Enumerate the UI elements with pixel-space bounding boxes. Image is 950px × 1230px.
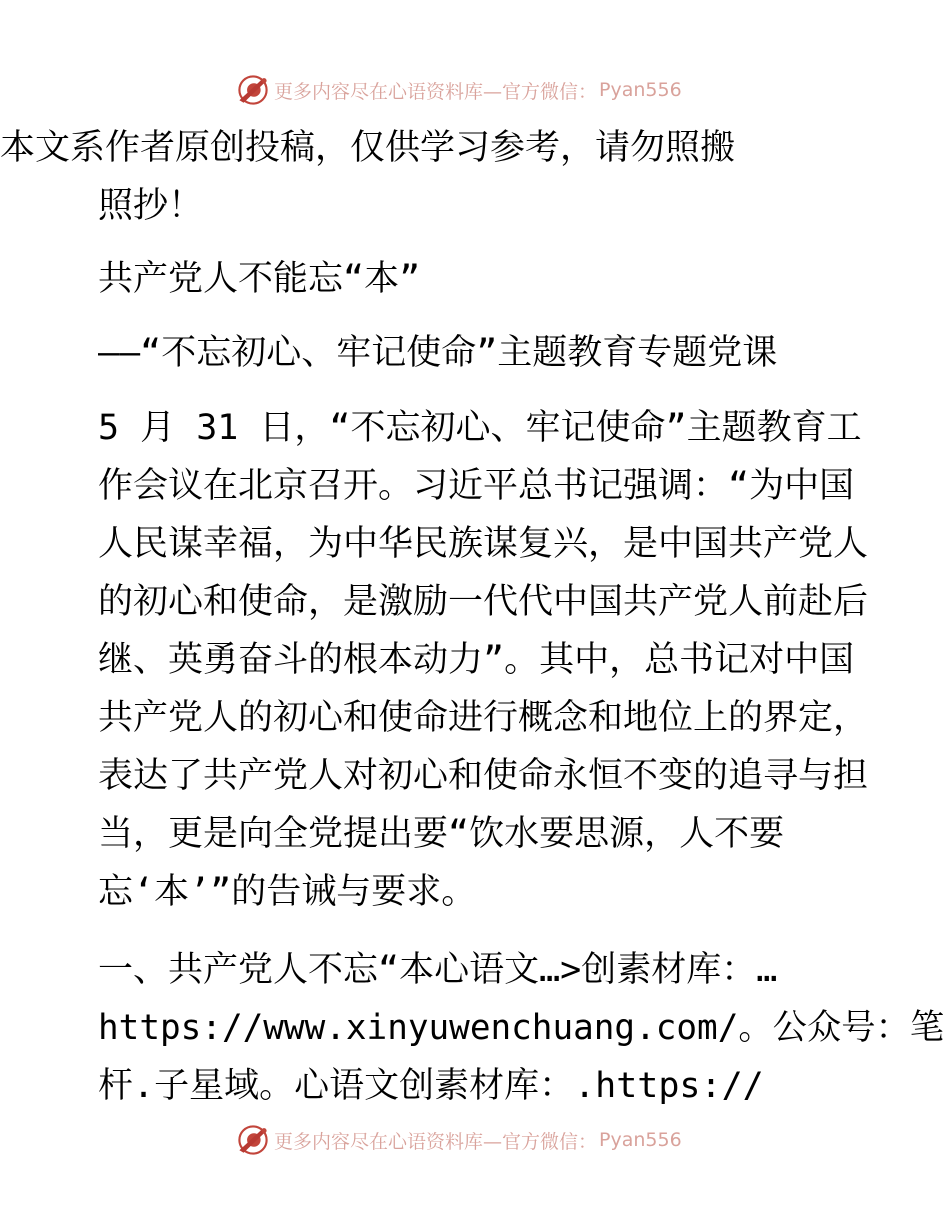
header-watermark [236, 72, 682, 108]
section-heading: 一、共产党人不忘“本心语文…>创素材库：… [98, 950, 778, 990]
text-line: 人民谋幸福，为中华民族谋复兴，是中国共产党人 [98, 524, 869, 564]
heading-title: 共产党人不能忘“本” [98, 259, 421, 299]
footer-watermark [236, 1122, 682, 1158]
text-line: 5 月 31 日，“不忘初心、牢记使命”主题教育工 [98, 408, 862, 448]
text-line: 本文系作者原创投稿，仅供学习参考，请勿照搬 [0, 128, 736, 168]
text-line: 表达了共产党人对初心和使命永恒不变的追寻与担 [98, 756, 869, 796]
ink-pen-seal-icon [236, 73, 270, 107]
link-text: https://www.xinyuwenchuang.com/。公众号：笔 [98, 1008, 945, 1048]
ink-pen-seal-icon [236, 1123, 270, 1157]
text-line: 杆.子星域。心语文创素材库：.https:// [98, 1066, 764, 1106]
text-line: 当，更是向全党提出要“饮水要思源，人不要 [98, 814, 785, 854]
watermark-wechat-id: Pyan556 [599, 79, 682, 101]
watermark-text: 更多内容尽在心语资料库—官方微信： [274, 80, 598, 103]
text-line: 共产党人的初心和使命进行概念和地位上的界定， [98, 698, 869, 738]
text-line: 忘‘本’”的告诫与要求。 [98, 872, 477, 912]
text-line: 照抄！ [98, 186, 204, 226]
heading-subtitle: ——“不忘初心、牢记使命”主题教育专题党课 [98, 333, 778, 373]
watermark-wechat-id: Pyan556 [599, 1129, 682, 1151]
text-line: 的初心和使命，是激励一代代中国共产党人前赴后 [98, 582, 869, 622]
watermark-text: 更多内容尽在心语资料库—官方微信： [274, 1130, 598, 1153]
text-line: 作会议在北京召开。习近平总书记强调：“为中国 [98, 466, 855, 506]
text-line: 继、英勇奋斗的根本动力”。其中，总书记对中国 [98, 640, 855, 680]
